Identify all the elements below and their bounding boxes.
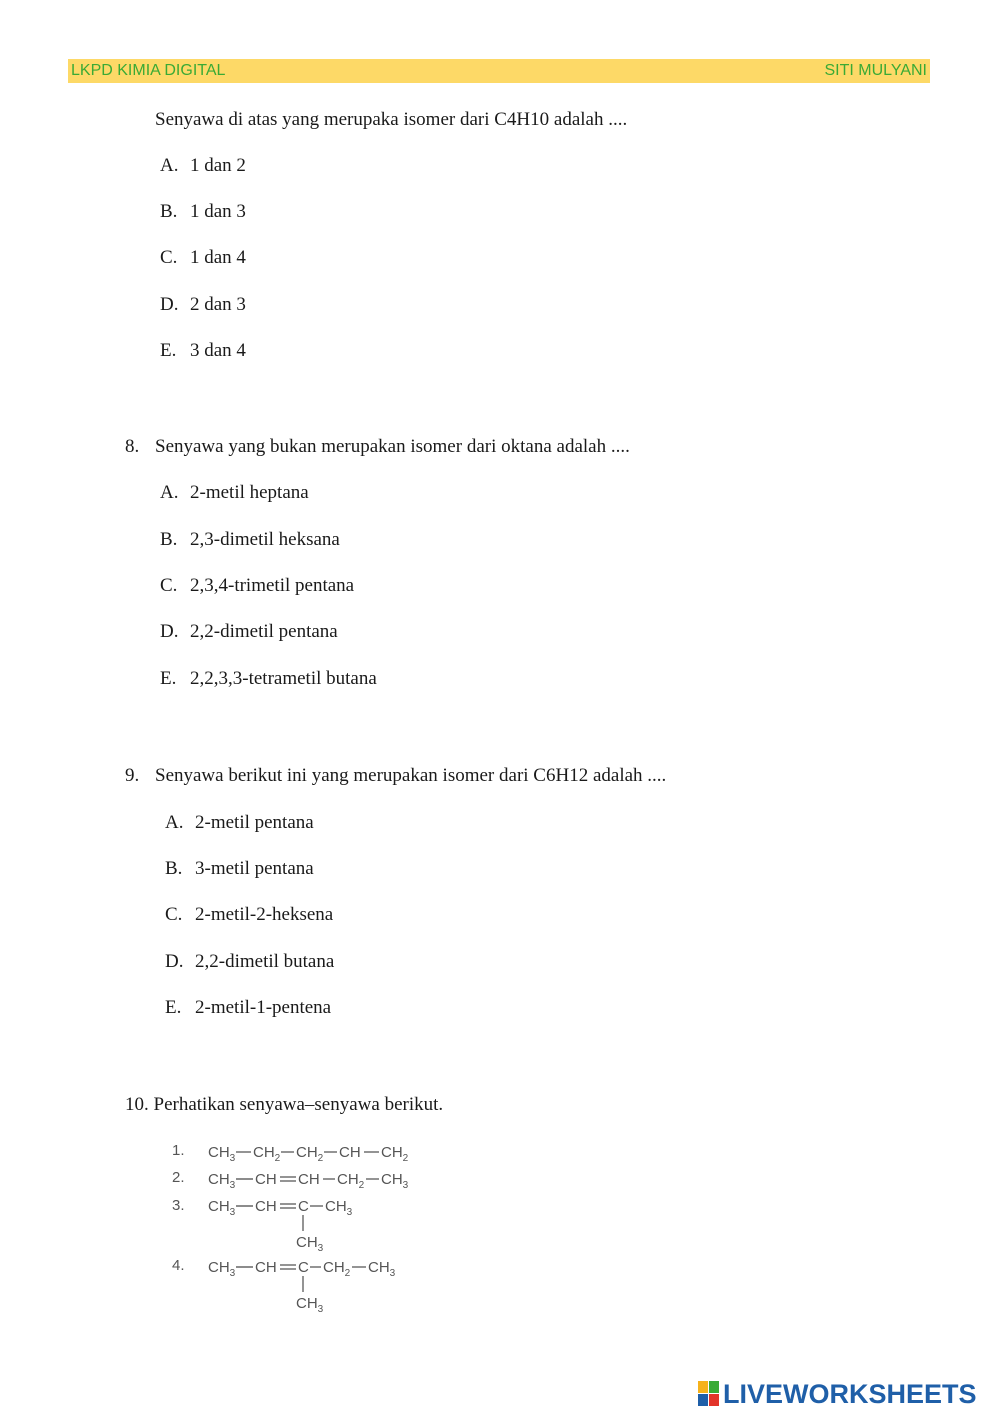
svg-text:CH3 bbox=[368, 1259, 396, 1279]
svg-text:CH2 bbox=[323, 1259, 351, 1279]
question-8-option-a bbox=[160, 482, 309, 504]
question-8-text: Senyawa yang bukan merupakan isomer dari oktana adalah .... bbox=[155, 436, 630, 457]
atom-group: CH bbox=[296, 1144, 318, 1161]
liveworksheets-logo-icon bbox=[698, 1381, 720, 1407]
subscript: 3 bbox=[229, 1180, 236, 1191]
atom-group: C bbox=[298, 1259, 309, 1276]
atom-group: CH bbox=[296, 1295, 318, 1312]
subscript: 3 bbox=[229, 1268, 236, 1279]
option-letter: E. bbox=[160, 340, 177, 361]
svg-text:CH3 bbox=[381, 1171, 409, 1191]
option-text: 2-metil-2-heksena bbox=[195, 904, 334, 925]
subscript: 2 bbox=[317, 1153, 324, 1164]
option-letter: B. bbox=[165, 858, 183, 879]
svg-text:CH3 bbox=[325, 1198, 353, 1218]
question-7-text: Senyawa di atas yang merupaka isomer dari C4H10 adalah .... bbox=[155, 109, 628, 130]
atom-group: CH bbox=[381, 1171, 403, 1188]
subscript: 2 bbox=[358, 1180, 365, 1191]
option-text: 2,2-dimetil butana bbox=[195, 951, 335, 972]
atom-group: CH bbox=[368, 1259, 390, 1276]
option-letter: A. bbox=[165, 812, 184, 833]
option-text: 3 dan 4 bbox=[190, 340, 246, 361]
option-letter: B. bbox=[160, 201, 178, 222]
header-title: LKPD KIMIA DIGITAL bbox=[71, 62, 226, 79]
option-text: 2-metil heptana bbox=[190, 482, 309, 503]
atom-group: CH bbox=[323, 1259, 345, 1276]
option-text: 2-metil-1-pentena bbox=[195, 997, 332, 1018]
option-letter: C. bbox=[165, 904, 183, 925]
option-letter: D. bbox=[165, 951, 184, 972]
option-letter: C. bbox=[160, 247, 178, 268]
svg-text:CH3 bbox=[208, 1259, 236, 1279]
option-text: 1 dan 4 bbox=[190, 247, 246, 268]
header-author: SITI MULYANI bbox=[824, 62, 927, 79]
question-7-option-b bbox=[160, 201, 246, 223]
subscript: 2 bbox=[274, 1153, 281, 1164]
option-text: 2 dan 3 bbox=[190, 294, 246, 315]
option-text: 2,2,3,3-tetrametil butana bbox=[190, 668, 377, 689]
subscript: 2 bbox=[402, 1153, 409, 1164]
subscript: 2 bbox=[344, 1268, 351, 1279]
option-text: 2,2-dimetil pentana bbox=[190, 621, 338, 642]
question-7-option-d bbox=[160, 294, 246, 316]
question-9-option-b bbox=[165, 858, 314, 880]
atom-group: CH bbox=[337, 1171, 359, 1188]
svg-text:CH3 bbox=[208, 1171, 236, 1191]
formula-4 bbox=[208, 1259, 396, 1315]
liveworksheets-logo[interactable] bbox=[698, 1378, 977, 1410]
atom-group: CH bbox=[208, 1198, 230, 1215]
logo-text: LIVEWORKSHEETS bbox=[723, 1378, 977, 1409]
option-letter: A. bbox=[160, 155, 179, 176]
atom-group: CH bbox=[208, 1171, 230, 1188]
svg-text:CH2 bbox=[296, 1144, 324, 1164]
option-letter: B. bbox=[160, 529, 178, 550]
option-text: 3-metil pentana bbox=[195, 858, 314, 879]
question-number: 10. bbox=[125, 1094, 149, 1115]
svg-text:CH3 bbox=[208, 1198, 236, 1218]
option-letter: A. bbox=[160, 482, 179, 503]
subscript: 3 bbox=[317, 1243, 324, 1254]
option-letter: D. bbox=[160, 294, 179, 315]
atom-group: CH bbox=[208, 1259, 230, 1276]
formula-number-2: 2. bbox=[172, 1169, 185, 1186]
atom-group: CH bbox=[255, 1259, 277, 1276]
option-text: 1 dan 3 bbox=[190, 201, 246, 222]
question-7-option-e bbox=[160, 340, 246, 362]
question-10 bbox=[125, 1094, 443, 1116]
svg-text:CH2 bbox=[253, 1144, 281, 1164]
question-8-option-d bbox=[160, 621, 338, 643]
atom-group: CH bbox=[325, 1198, 347, 1215]
question-9-option-e bbox=[165, 997, 331, 1019]
atom-group: CH bbox=[339, 1144, 361, 1161]
option-text: 2,3,4-trimetil pentana bbox=[190, 575, 355, 596]
subscript: 3 bbox=[317, 1304, 324, 1315]
structural-formulas bbox=[168, 1135, 448, 1320]
atom-group: C bbox=[298, 1198, 309, 1215]
question-number: 9. bbox=[125, 765, 140, 786]
page-header bbox=[68, 59, 930, 83]
option-letter: E. bbox=[165, 997, 182, 1018]
formula-1 bbox=[208, 1144, 409, 1164]
svg-text:CH3 bbox=[208, 1144, 236, 1164]
atom-group: CH bbox=[381, 1144, 403, 1161]
atom-group: CH bbox=[255, 1171, 277, 1188]
atom-group: CH bbox=[255, 1198, 277, 1215]
formula-number-1: 1. bbox=[172, 1142, 185, 1159]
question-9-text: Senyawa berikut ini yang merupakan isomer dari C6H12 adalah .... bbox=[155, 765, 667, 786]
question-8-option-b bbox=[160, 529, 340, 551]
atom-group: CH bbox=[208, 1144, 230, 1161]
subscript: 3 bbox=[229, 1153, 236, 1164]
question-8-option-c bbox=[160, 575, 354, 597]
svg-text:CH2 bbox=[337, 1171, 365, 1191]
subscript: 3 bbox=[229, 1207, 236, 1218]
formula-number-4: 4. bbox=[172, 1257, 185, 1274]
atom-group: CH bbox=[296, 1234, 318, 1251]
subscript: 3 bbox=[346, 1207, 353, 1218]
subscript: 3 bbox=[402, 1180, 409, 1191]
question-8 bbox=[125, 436, 630, 458]
option-letter: D. bbox=[160, 621, 179, 642]
option-text: 1 dan 2 bbox=[190, 155, 246, 176]
question-7-option-a bbox=[160, 155, 246, 177]
question-9-option-d bbox=[165, 951, 334, 973]
question-9-option-c bbox=[165, 904, 333, 926]
svg-text:CH3 bbox=[296, 1234, 324, 1254]
svg-text:CH2 bbox=[381, 1144, 409, 1164]
question-7-option-c bbox=[160, 247, 246, 269]
option-letter: E. bbox=[160, 668, 177, 689]
question-9 bbox=[125, 765, 666, 787]
question-number: 8. bbox=[125, 436, 140, 457]
formula-2 bbox=[208, 1171, 409, 1191]
formula-3 bbox=[208, 1198, 353, 1254]
option-letter: C. bbox=[160, 575, 178, 596]
option-text: 2-metil pentana bbox=[195, 812, 314, 833]
subscript: 3 bbox=[389, 1268, 396, 1279]
option-text: 2,3-dimetil heksana bbox=[190, 529, 340, 550]
svg-text:CH3 bbox=[296, 1295, 324, 1315]
question-8-option-e bbox=[160, 668, 377, 690]
question-9-option-a bbox=[165, 812, 314, 834]
formula-number-3: 3. bbox=[172, 1197, 185, 1214]
atom-group: CH bbox=[253, 1144, 275, 1161]
atom-group: CH bbox=[298, 1171, 320, 1188]
question-10-text: Perhatikan senyawa–senyawa berikut. bbox=[153, 1094, 444, 1115]
